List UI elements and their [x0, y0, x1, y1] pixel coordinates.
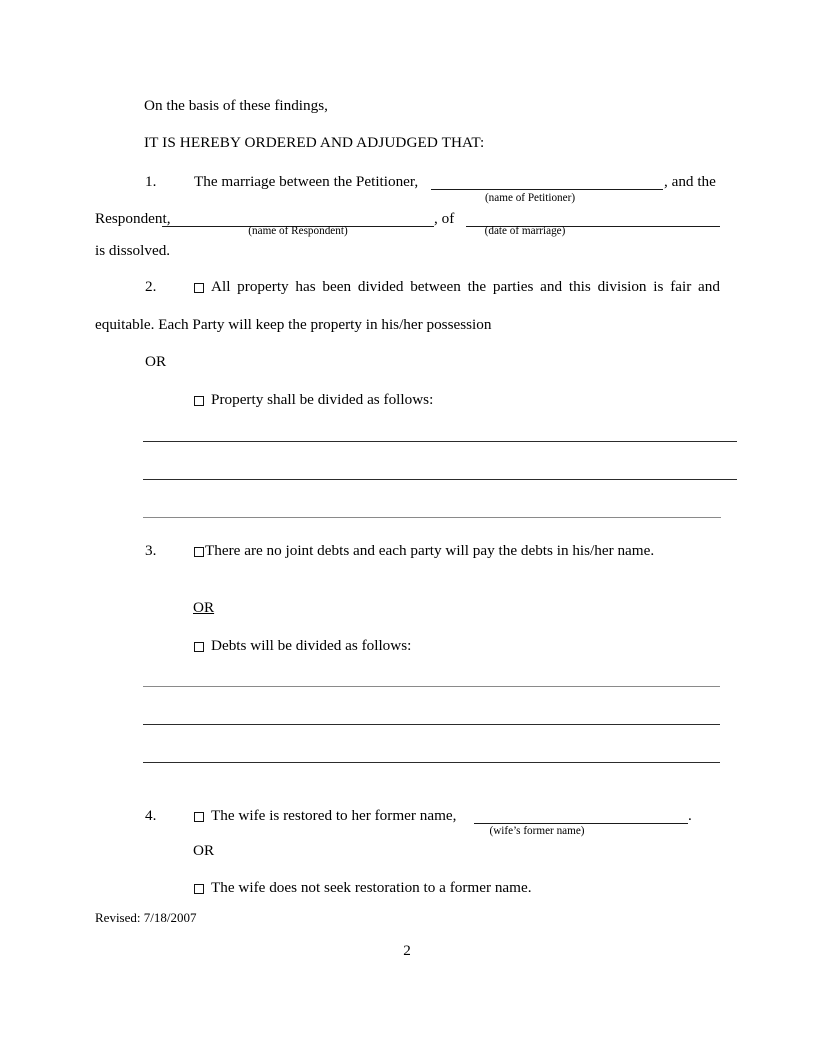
item-2-option-a-checkbox[interactable] [194, 283, 204, 293]
item-2-answer-line-3[interactable] [143, 517, 721, 518]
item-2-number: 2. [145, 278, 157, 295]
footer-revised-date: Revised: 7/18/2007 [95, 910, 197, 925]
item-2-option-b-checkbox[interactable] [194, 396, 204, 406]
item-3-answer-line-3[interactable] [143, 762, 720, 763]
wife-former-name-blank[interactable] [474, 823, 688, 824]
item-3-answer-line-1[interactable] [143, 686, 720, 687]
item-2-answer-line-1[interactable] [143, 441, 737, 442]
item-4-option-a-tail: . [688, 807, 692, 824]
petitioner-name-sublabel: (name of Petitioner) [484, 192, 576, 204]
item-3-option-b-checkbox[interactable] [194, 642, 204, 652]
item-2-option-b-text: Property shall be divided as follows: [211, 391, 434, 408]
item-4-number: 4. [145, 807, 157, 824]
respondent-name-sublabel: (name of Respondent) [248, 225, 348, 237]
item-3-option-a-text: There are no joint debts and each party will pay the debts in his/her name. [205, 542, 655, 559]
item-2-or-label: OR [145, 353, 167, 370]
item-3-option-b-text: Debts will be divided as follows: [211, 637, 412, 654]
item-2-option-a-text: All property has been divided between the parties and this division is fair and [211, 278, 720, 295]
item-4-or-label: OR [193, 842, 215, 859]
item-1-line1-tail: , and the [664, 173, 716, 190]
item-3-number: 3. [145, 542, 157, 559]
item-4-option-a-text: The wife is restored to her former name, [211, 807, 457, 824]
wife-former-name-sublabel: (wife’s former name) [489, 825, 585, 837]
item-4-option-b-checkbox[interactable] [194, 884, 204, 894]
date-of-marriage-sublabel: (date of marriage) [484, 225, 566, 237]
item-3-or-label: OR [193, 599, 215, 616]
footer-page-number: 2 [403, 942, 411, 959]
item-1-line3: is dissolved. [95, 242, 171, 259]
item-2-answer-line-2[interactable] [143, 479, 737, 480]
item-2-option-a-continuation: equitable. Each Party will keep the property in his/her possession [95, 316, 492, 333]
petitioner-name-blank[interactable] [431, 189, 663, 190]
item-1-line2-mid: , of [434, 210, 455, 227]
item-3-answer-line-2[interactable] [143, 724, 720, 725]
item-4-option-a-checkbox[interactable] [194, 812, 204, 822]
item-1-number: 1. [145, 173, 157, 190]
item-1-line1-text: The marriage between the Petitioner, [194, 173, 419, 190]
item-1-line2-lead: Respondent, [95, 210, 171, 227]
item-4-option-b-text: The wife does not seek restoration to a former name. [211, 879, 532, 896]
item-3-option-a-checkbox[interactable] [194, 547, 204, 557]
order-heading: IT IS HEREBY ORDERED AND ADJUDGED THAT: [144, 134, 485, 151]
intro-line: On the basis of these findings, [144, 97, 328, 114]
